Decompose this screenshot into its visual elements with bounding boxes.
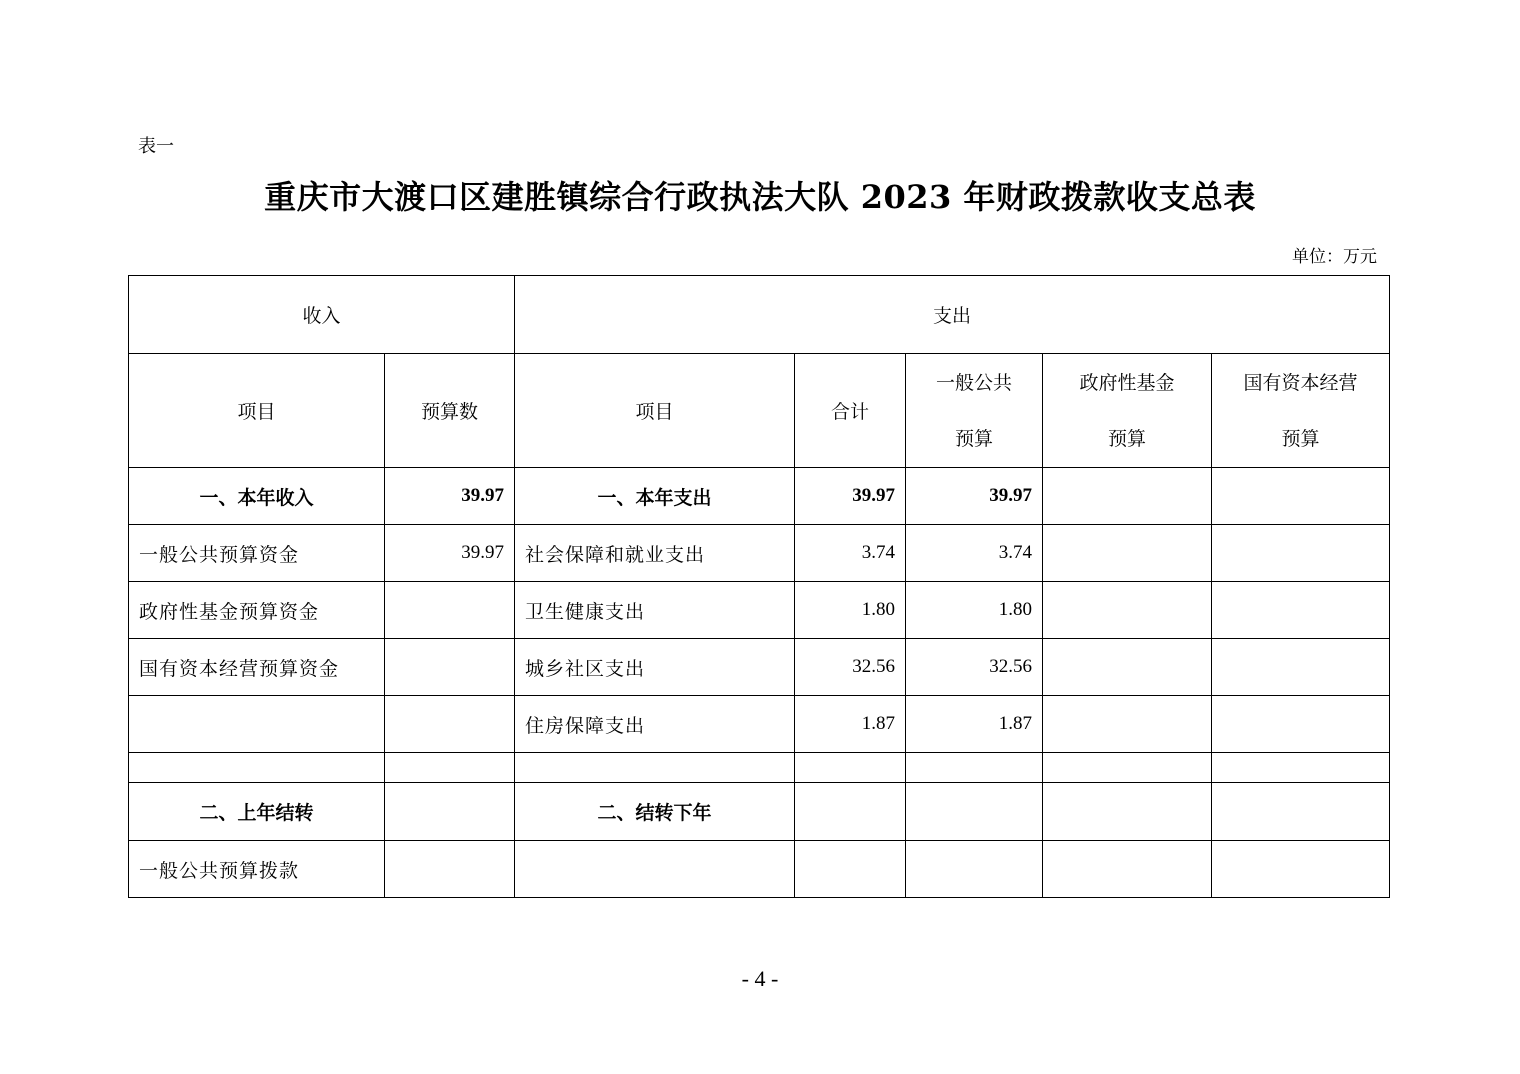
- total-value: [795, 841, 906, 898]
- expense-item: 一、本年支出: [515, 468, 795, 525]
- state-capital-value: [1212, 753, 1390, 783]
- total-value: 39.97: [795, 468, 906, 525]
- income-item-header: 项目: [129, 354, 385, 468]
- gov-fund-value: [1043, 696, 1212, 753]
- table-row: [129, 841, 1390, 898]
- gov-fund-header: [1043, 354, 1212, 468]
- income-item: [129, 696, 385, 753]
- table-row: [129, 525, 1390, 582]
- state-capital-value: [1212, 468, 1390, 525]
- gov-fund-header-line1: 政府性基金: [1079, 371, 1175, 394]
- gov-fund-header-line2: 预算: [1108, 427, 1147, 450]
- table-row: [129, 582, 1390, 639]
- total-value: 1.87: [795, 696, 906, 753]
- expense-item-header: 项目: [515, 354, 795, 468]
- general-public-header-line2: 预算: [955, 427, 994, 450]
- income-item: 二、上年结转: [129, 783, 385, 841]
- state-capital-value: [1212, 841, 1390, 898]
- income-item: 政府性基金预算资金: [129, 582, 385, 639]
- general-public-value: 1.80: [906, 582, 1043, 639]
- income-value: 39.97: [385, 468, 515, 525]
- expense-item: 城乡社区支出: [515, 639, 795, 696]
- expense-item: 卫生健康支出: [515, 582, 795, 639]
- general-public-value: [906, 753, 1043, 783]
- gov-fund-value: [1043, 841, 1212, 898]
- table-row: [129, 639, 1390, 696]
- page-title: 重庆市大渡口区建胜镇综合行政执法大队 2023 年财政拨款收支总表: [264, 178, 1256, 216]
- income-header: 收入: [129, 276, 515, 354]
- table-label: 表一: [138, 136, 174, 157]
- table-row: [129, 753, 1390, 783]
- budget-table: [128, 275, 1390, 898]
- expense-item: 社会保障和就业支出: [515, 525, 795, 582]
- income-item: [129, 753, 385, 783]
- income-value: [385, 841, 515, 898]
- general-public-header: [906, 354, 1043, 468]
- state-capital-value: [1212, 639, 1390, 696]
- page-number: - 4 -: [741, 966, 779, 991]
- state-capital-header-line2: 预算: [1281, 427, 1320, 450]
- income-value: [385, 753, 515, 783]
- income-value: [385, 696, 515, 753]
- state-capital-value: [1212, 525, 1390, 582]
- header-row-1: [129, 276, 1390, 354]
- income-item: 一、本年收入: [129, 468, 385, 525]
- expense-item: [515, 841, 795, 898]
- total-value: [795, 783, 906, 841]
- state-capital-value: [1212, 696, 1390, 753]
- gov-fund-value: [1043, 639, 1212, 696]
- gov-fund-value: [1043, 783, 1212, 841]
- total-value: 3.74: [795, 525, 906, 582]
- expense-item: 二、结转下年: [515, 783, 795, 841]
- general-public-value: [906, 841, 1043, 898]
- income-item: 一般公共预算资金: [129, 525, 385, 582]
- gov-fund-value: [1043, 525, 1212, 582]
- expense-item: [515, 753, 795, 783]
- state-capital-header: [1212, 354, 1390, 468]
- general-public-value: 39.97: [906, 468, 1043, 525]
- income-value: [385, 783, 515, 841]
- gov-fund-value: [1043, 753, 1212, 783]
- income-item: 一般公共预算拨款: [129, 841, 385, 898]
- general-public-value: 3.74: [906, 525, 1043, 582]
- total-value: 1.80: [795, 582, 906, 639]
- gov-fund-value: [1043, 582, 1212, 639]
- unit-label: 单位：万元: [1292, 247, 1377, 267]
- income-value: [385, 639, 515, 696]
- state-capital-header-line1: 国有资本经营: [1243, 371, 1358, 394]
- table-row: [129, 468, 1390, 525]
- state-capital-value: [1212, 783, 1390, 841]
- table-row: [129, 696, 1390, 753]
- table-row: [129, 783, 1390, 841]
- income-value: [385, 582, 515, 639]
- income-value: 39.97: [385, 525, 515, 582]
- income-item: 国有资本经营预算资金: [129, 639, 385, 696]
- total-value: 32.56: [795, 639, 906, 696]
- general-public-header-line1: 一般公共: [936, 371, 1013, 394]
- general-public-value: 32.56: [906, 639, 1043, 696]
- general-public-value: [906, 783, 1043, 841]
- state-capital-value: [1212, 582, 1390, 639]
- expense-item: 住房保障支出: [515, 696, 795, 753]
- gov-fund-value: [1043, 468, 1212, 525]
- general-public-value: 1.87: [906, 696, 1043, 753]
- income-budget-header: 预算数: [385, 354, 515, 468]
- total-header: 合计: [795, 354, 906, 468]
- header-row-2: [129, 354, 1390, 468]
- total-value: [795, 753, 906, 783]
- expense-header: 支出: [515, 276, 1390, 354]
